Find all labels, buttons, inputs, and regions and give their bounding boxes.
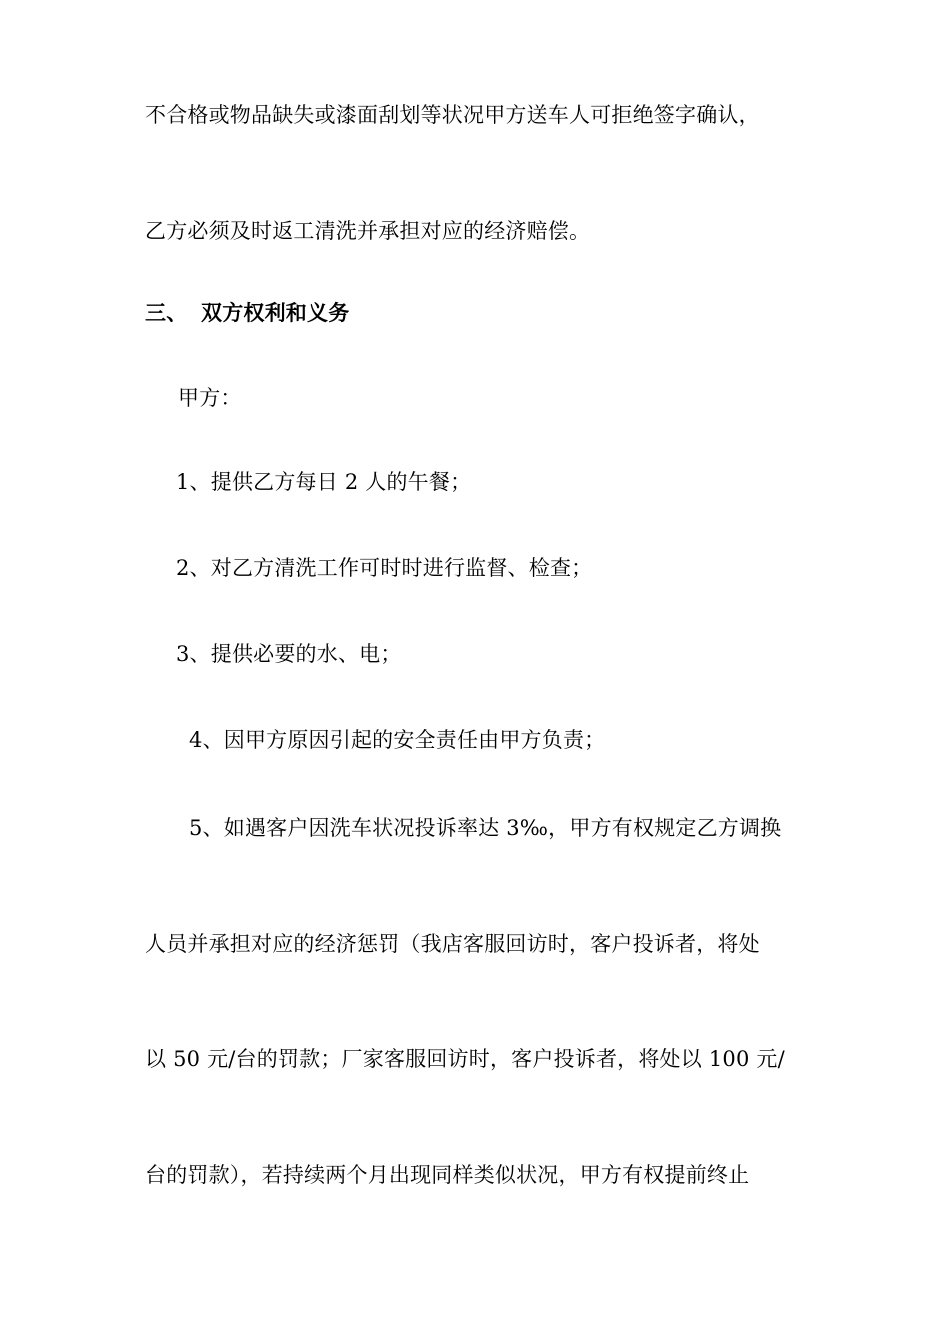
paragraph-line-1: 不合格或物品缺失或漆面刮划等状况甲方送车人可拒绝签字确认， [145,103,760,127]
list-item-3: 3、提供必要的水、电； [176,642,402,666]
section-number: 三、 [145,301,188,325]
paragraph-line-2: 乙方必须及时返工清洗并承担对应的经济赔偿。 [145,219,591,243]
list-item-5: 5、如遇客户因洗车状况投诉率达 3‰，甲方有权规定乙方调换 [189,816,782,840]
list-item-1: 1、提供乙方每日 2 人的午餐； [176,470,472,494]
continuation-line-1: 人员并承担对应的经济惩罚（我店客服回访时，客户投诉者，将处 [145,932,760,956]
section-title: 双方权利和义务 [201,301,350,325]
continuation-line-2: 以 50 元/台的罚款；厂家客服回访时，客户投诉者，将处以 100 元/ [145,1047,785,1071]
section-heading [145,298,349,328]
party-a-label: 甲方： [178,386,242,410]
continuation-line-3: 台的罚款），若持续两个月出现同样类似状况，甲方有权提前终止 [145,1163,750,1187]
list-item-4: 4、因甲方原因引起的安全责任由甲方负责； [189,728,606,752]
list-item-2: 2、对乙方清洗工作可时时进行监督、检查； [176,556,593,580]
